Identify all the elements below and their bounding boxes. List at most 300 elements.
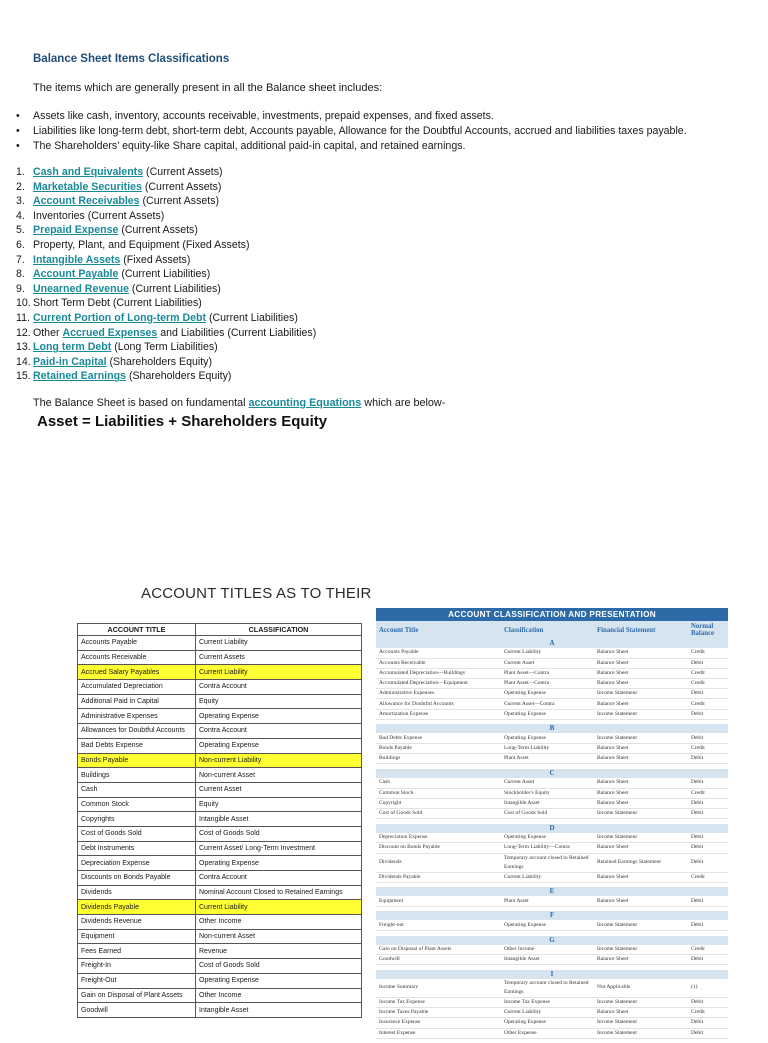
account-title-cell: Discounts on Bonds Payable (78, 871, 196, 886)
account-title-cell: Goodwill (376, 955, 501, 965)
list-item (16, 340, 516, 355)
group-letter-row (376, 724, 728, 733)
table-row (78, 871, 362, 886)
account-title-cell: Accounts Payable (376, 648, 501, 658)
list-item-suffix: and Liabilities (Current Liabilities) (157, 326, 317, 339)
normal-balance-cell: Debit (688, 754, 728, 764)
account-title-cell: Accounts Payable (78, 636, 196, 651)
normal-balance-cell: Credit (688, 648, 728, 658)
table-row (376, 1018, 728, 1028)
financial-statement-cell: Not Applicable (594, 979, 688, 998)
normal-balance-cell: Debit (688, 896, 728, 906)
table-row (376, 920, 728, 930)
financial-statement-cell: Income Statement (594, 1028, 688, 1038)
list-item-number: 11. (16, 311, 30, 324)
financial-statement-cell: Retained Earnings Statement (594, 853, 688, 872)
classification-cell: Temporary account closed to Retained Earnings (501, 979, 594, 998)
classification-cell: Current Liability (196, 665, 362, 680)
list-item-number: 4. (16, 209, 25, 222)
financial-statement-cell: Income Statement (594, 997, 688, 1007)
table-row (78, 665, 362, 680)
classification-cell: Cost of Goods Sold (501, 808, 594, 818)
list-item-suffix: (Current Assets) (139, 195, 220, 208)
account-title-cell: Dividends (376, 853, 501, 872)
list-item (16, 165, 516, 180)
classification-cell: Plant Asset (501, 754, 594, 764)
list-item-number: 3. (16, 195, 25, 208)
normal-balance-cell: Debit (688, 1018, 728, 1028)
financial-statement-cell: Balance Sheet (594, 788, 688, 798)
normal-balance-cell: Debit (688, 798, 728, 808)
classification-cell: Other Income (196, 915, 362, 930)
list-item-text: Short Term Debt (Current Liabilities) (33, 297, 202, 310)
table-row (78, 724, 362, 739)
classification-cell: Revenue (196, 944, 362, 959)
financial-statement-cell: Income Statement (594, 733, 688, 743)
table-row (78, 929, 362, 944)
list-item-link[interactable]: Current Portion of Long-term Debt (33, 311, 207, 324)
group-letter: D (376, 824, 728, 833)
table-row (376, 744, 728, 754)
financial-statement-cell: Balance Sheet (594, 798, 688, 808)
classification-cell: Contra Account (196, 871, 362, 886)
list-item-suffix: (Shareholders Equity) (126, 370, 232, 383)
table-row (376, 997, 728, 1007)
list-item-text: Property, Plant, and Equipment (Fixed Assets) (33, 238, 250, 251)
list-item-number: 6. (16, 238, 25, 251)
table-row (78, 944, 362, 959)
table-row (376, 733, 728, 743)
bullet-list (16, 109, 756, 154)
group-letter: A (376, 639, 728, 648)
classification-cell: Current Liability (501, 1008, 594, 1018)
group-letter-row (376, 639, 728, 648)
financial-statement-cell: Income Statement (594, 1018, 688, 1028)
table-row (78, 694, 362, 709)
account-title-cell: Dividends Revenue (78, 915, 196, 930)
financial-statement-cell: Balance Sheet (594, 648, 688, 658)
financial-statement-cell: Balance Sheet (594, 668, 688, 678)
list-item-number: 5. (16, 224, 25, 237)
table-row (376, 709, 728, 719)
table-row (78, 856, 362, 871)
account-title-cell: Accounts Receivable (376, 658, 501, 668)
normal-balance-cell: Debit (688, 808, 728, 818)
column-header: ACCOUNT TITLE (78, 624, 196, 636)
list-item-suffix: (Current Assets) (141, 180, 222, 193)
normal-balance-cell: Debit (688, 733, 728, 743)
list-item-number: 2. (16, 180, 25, 193)
list-item (16, 296, 516, 311)
account-title-cell: Equipment (376, 896, 501, 906)
table-row (376, 778, 728, 788)
table-row (376, 979, 728, 998)
table-banner-row (376, 608, 728, 621)
classification-cell: Operating Expense (196, 738, 362, 753)
list-item-link[interactable]: Cash and Equivalents (33, 166, 144, 178)
normal-balance-cell: Debit (688, 853, 728, 872)
classification-cell: Intangible Asset (196, 812, 362, 827)
account-title-cell: Buildings (376, 754, 501, 764)
group-letter-row (376, 911, 728, 920)
group-letter-row (376, 824, 728, 833)
table-row (78, 915, 362, 930)
list-item (16, 369, 516, 384)
bullet-dot-icon: • (16, 110, 20, 122)
account-title-cell: Dividends Payable (376, 872, 501, 882)
account-title-cell: Allowance for Doubtful Accounts (376, 699, 501, 709)
account-title-cell: Income Taxes Payable (376, 1008, 501, 1018)
classification-cell: Current Asset (501, 658, 594, 668)
column-header: Account Title (376, 621, 501, 639)
classification-cell: Income Tax Expense (501, 997, 594, 1007)
list-item-number: 1. (16, 166, 25, 178)
account-title-cell: Buildings (78, 768, 196, 783)
classification-cell: Operating Expense (196, 856, 362, 871)
list-item-suffix: (Current Liabilities) (128, 282, 221, 295)
normal-balance-cell: Credit (688, 679, 728, 689)
account-title-cell: Gain on Disposal of Plant Assets (376, 945, 501, 955)
classification-cell: Equity (196, 694, 362, 709)
financial-statement-cell: Income Statement (594, 689, 688, 699)
accounting-equation: Asset = Liabilities + Shareholders Equity (37, 413, 328, 430)
normal-balance-cell: Debit (688, 658, 728, 668)
table-row (376, 699, 728, 709)
group-letter: B (376, 724, 728, 733)
financial-statement-cell: Balance Sheet (594, 843, 688, 853)
table-row (376, 808, 728, 818)
classification-cell: Current Asset (501, 778, 594, 788)
normal-balance-cell: Credit (688, 788, 728, 798)
classification-cell: Other Income (196, 988, 362, 1003)
account-title-cell: Interest Expense (376, 1028, 501, 1038)
normal-balance-cell: Credit (688, 744, 728, 754)
numbered-list (16, 165, 516, 384)
table-header-row (376, 621, 728, 639)
table-row (78, 973, 362, 988)
table-row (376, 668, 728, 678)
account-title-cell: Additional Paid in Capital (78, 694, 196, 709)
normal-balance-cell: Credit (688, 668, 728, 678)
financial-statement-cell: Balance Sheet (594, 778, 688, 788)
table-row (376, 679, 728, 689)
table-row (78, 885, 362, 900)
list-item-suffix: (Long Term Liabilities) (111, 341, 218, 354)
list-item-link[interactable]: Marketable Securities (33, 180, 142, 193)
classification-cell: Equity (196, 797, 362, 812)
list-item-link[interactable]: Paid-in Capital (33, 355, 107, 368)
account-title-cell: Accounts Receivable (78, 650, 196, 665)
table-row (78, 738, 362, 753)
bullet-dot-icon: • (16, 125, 20, 137)
table-row (78, 1003, 362, 1018)
normal-balance-cell: Debit (688, 778, 728, 788)
normal-balance-cell: Debit (688, 843, 728, 853)
normal-balance-cell: Debit (688, 997, 728, 1007)
classification-cell: Cost of Goods Sold (196, 826, 362, 841)
classification-cell: Operating Expense (501, 920, 594, 930)
table-row (78, 797, 362, 812)
group-letter: F (376, 911, 728, 920)
bullet-item: • The Shareholders’ equity-like Share capital, additional paid-in capital, and retained earnings. (16, 140, 466, 152)
list-item-number: 15. (16, 370, 31, 383)
table-row (78, 900, 362, 915)
account-title-cell: Insurance Expense (376, 1018, 501, 1028)
table-row (376, 658, 728, 668)
classification-cell: Plant Asset—Contra (501, 679, 594, 689)
classification-cell: Contra Account (196, 680, 362, 695)
financial-statement-cell: Balance Sheet (594, 744, 688, 754)
normal-balance-cell: Debit (688, 920, 728, 930)
classification-cell: Operating Expense (501, 1018, 594, 1028)
classification-cell: Contra Account (196, 724, 362, 739)
classification-cell: Other Income (501, 945, 594, 955)
document-title: Balance Sheet Items Classifications (33, 53, 230, 65)
list-item (16, 180, 516, 195)
financial-statement-cell: Balance Sheet (594, 699, 688, 709)
group-letter-row (376, 936, 728, 945)
normal-balance-cell: Credit (688, 945, 728, 955)
financial-statement-cell: Balance Sheet (594, 1008, 688, 1018)
account-title-cell: Fees Earned (78, 944, 196, 959)
account-title-cell: Income Tax Expense (376, 997, 501, 1007)
classification-cell: Current Liability (501, 872, 594, 882)
account-title-cell: Goodwill (78, 1003, 196, 1018)
classification-cell: Current Assets (196, 650, 362, 665)
classification-cell: Long-Term Liability (501, 744, 594, 754)
account-title-cell: Dividends Payable (78, 900, 196, 915)
account-title-cell: Amortization Expense (376, 709, 501, 719)
list-item-link[interactable]: Unearned Revenue (33, 282, 129, 295)
normal-balance-cell: Credit (688, 699, 728, 709)
account-title-cell: Cost of Goods Sold (376, 808, 501, 818)
account-title-cell: Administrative Expenses (376, 689, 501, 699)
classification-cell: Current Asset/ Long-Term Investment (196, 841, 362, 856)
normal-balance-cell: Debit (688, 1028, 728, 1038)
table-row (376, 843, 728, 853)
list-item-suffix: (Fixed Assets) (120, 253, 191, 266)
accounting-equations-link[interactable]: accounting Equations (248, 397, 362, 409)
account-title-cell: Cost of Goods Sold (78, 826, 196, 841)
intro-text: The items which are generally present in all the Balance sheet includes: (33, 82, 383, 94)
classification-cell: Operating Expense (196, 709, 362, 724)
table-row (376, 896, 728, 906)
list-item (16, 355, 516, 370)
list-item (16, 267, 516, 282)
account-titles-table (77, 623, 362, 1018)
table-row (78, 782, 362, 797)
account-title-cell: Allowances for Doubtful Accounts (78, 724, 196, 739)
table-row (376, 872, 728, 882)
normal-balance-cell: Debit (688, 689, 728, 699)
list-item (16, 326, 516, 341)
classification-cell: Plant Asset (501, 896, 594, 906)
financial-statement-cell: Income Statement (594, 709, 688, 719)
account-title-cell: Accumulated Depreciation (78, 680, 196, 695)
account-title-cell: Common Stock (78, 797, 196, 812)
classification-cell: Intangible Asset (196, 1003, 362, 1018)
list-item (16, 282, 516, 297)
classification-cell: Current Liability (196, 900, 362, 915)
list-item-link[interactable]: Intangible Assets (33, 253, 121, 266)
classification-cell: Current Liability (196, 636, 362, 651)
table-row (376, 1028, 728, 1038)
list-item-link[interactable]: Long term Debt (33, 341, 112, 354)
classification-cell: Other Expense (501, 1028, 594, 1038)
table-banner: ACCOUNT CLASSIFICATION AND PRESENTATION (376, 608, 728, 621)
bullet-dot-icon: • (16, 140, 20, 152)
classification-cell: Temporary account closed to Retained Earnings (501, 853, 594, 872)
list-item-suffix: (Shareholders Equity) (106, 355, 212, 368)
classification-cell: Current Asset (196, 782, 362, 797)
list-item-link[interactable]: Account Payable (33, 268, 119, 281)
list-item-suffix: (Current Liabilities) (206, 311, 298, 324)
table-row (78, 826, 362, 841)
group-letter: C (376, 769, 728, 778)
classification-cell: Stockholder's Equity (501, 788, 594, 798)
account-title-cell: Equipment (78, 929, 196, 944)
table-row (78, 959, 362, 974)
list-item (16, 209, 516, 224)
list-item-suffix: (Current Liabilities) (118, 268, 211, 281)
table-row (376, 833, 728, 843)
bullet-item: • Liabilities like long-term debt, short-term debt, Accounts payable, Allowance for the Doubtful Accounts, accrued and liabilities taxes payable. (16, 125, 687, 137)
account-title-cell: Depreciation Expense (376, 833, 501, 843)
table-row (78, 988, 362, 1003)
table-row (78, 680, 362, 695)
table-row (78, 650, 362, 665)
classification-cell: Non-current Asset (196, 768, 362, 783)
classification-cell: Current Asset—Contra (501, 699, 594, 709)
classification-cell: Operating Expense (501, 733, 594, 743)
group-letter: E (376, 887, 728, 896)
financial-statement-cell: Income Statement (594, 945, 688, 955)
classification-cell: Cost of Goods Sold (196, 959, 362, 974)
financial-statement-cell: Balance Sheet (594, 896, 688, 906)
list-item-link[interactable]: Accrued Expenses (62, 326, 158, 339)
normal-balance-cell: Debit (688, 833, 728, 843)
list-item-number: 12. (16, 326, 31, 339)
column-header: Financial Statement (594, 621, 688, 639)
equation-intro: The Balance Sheet is based on fundamental accounting Equations which are below- (33, 397, 446, 409)
financial-statement-cell: Balance Sheet (594, 872, 688, 882)
account-title-cell: Freight-out (376, 920, 501, 930)
table-row (376, 788, 728, 798)
account-title-cell: Discount on Bonds Payable (376, 843, 501, 853)
financial-statement-cell: Income Statement (594, 808, 688, 818)
group-letter-row (376, 769, 728, 778)
group-letter-row (376, 887, 728, 896)
bullet-item: • Assets like cash, inventory, accounts receivable, investments, prepaid expenses, and fixed assets. (16, 110, 494, 122)
table-row (78, 709, 362, 724)
classification-cell: Intangible Asset (501, 798, 594, 808)
financial-statement-cell: Balance Sheet (594, 679, 688, 689)
list-item-link[interactable]: Retained Earnings (33, 370, 127, 383)
table-row (376, 648, 728, 658)
normal-balance-cell: Debit (688, 709, 728, 719)
classification-cell: Nominal Account Closed to Retained Earnings (196, 885, 362, 900)
financial-statement-cell: Balance Sheet (594, 658, 688, 668)
financial-statement-cell: Balance Sheet (594, 754, 688, 764)
list-item-number: 14. (16, 355, 31, 368)
column-header: Classification (501, 621, 594, 639)
classification-cell: Operating Expense (501, 833, 594, 843)
financial-statement-cell: Income Statement (594, 833, 688, 843)
list-item-link[interactable]: Account Receivables (33, 195, 140, 208)
table-row (78, 841, 362, 856)
table-row (376, 754, 728, 764)
left-image-heading: ACCOUNT TITLES AS TO THEIR (141, 585, 372, 602)
table-header-row (78, 624, 362, 636)
account-title-cell: Accrued Salary Payables (78, 665, 196, 680)
classification-cell: Intangible Asset (501, 955, 594, 965)
list-item (16, 311, 516, 326)
account-title-cell: Gain on Disposal of Plant Assets (78, 988, 196, 1003)
table-row (78, 768, 362, 783)
account-title-cell: Dividends (78, 885, 196, 900)
classification-cell: Long-Term Liability—Contra (501, 843, 594, 853)
list-item-number: 10. (16, 297, 31, 310)
table-row (376, 1008, 728, 1018)
table-row (376, 853, 728, 872)
group-spacer (376, 1038, 728, 1043)
table-row (78, 812, 362, 827)
account-title-cell: Accumulated Depreciation—Equipment (376, 679, 501, 689)
financial-statement-cell: Balance Sheet (594, 955, 688, 965)
classification-cell: Operating Expense (196, 973, 362, 988)
classification-cell: Non-current Asset (196, 929, 362, 944)
table-row (376, 689, 728, 699)
table-row (376, 945, 728, 955)
column-header: CLASSIFICATION (196, 624, 362, 636)
normal-balance-cell: Credit (688, 872, 728, 882)
account-title-cell: Copyright (376, 798, 501, 808)
spacer-cell (376, 1038, 728, 1043)
list-item-link[interactable]: Prepaid Expense (33, 224, 119, 237)
account-title-cell: Income Summary (376, 979, 501, 998)
list-item (16, 238, 516, 253)
classification-cell: Plant Asset—Contra (501, 668, 594, 678)
list-item (16, 253, 516, 268)
list-item-number: 13. (16, 341, 31, 354)
table-row (78, 636, 362, 651)
normal-balance-cell: Debit (688, 955, 728, 965)
group-letter: I (376, 970, 728, 979)
table-row (78, 753, 362, 768)
account-title-cell: Freight-Out (78, 973, 196, 988)
table-row (376, 798, 728, 808)
classification-cell: Operating Expense (501, 709, 594, 719)
list-item-text: Inventories (Current Assets) (33, 209, 165, 222)
group-letter: G (376, 936, 728, 945)
account-title-cell: Cash (376, 778, 501, 788)
account-title-cell: Depreciation Expense (78, 856, 196, 871)
financial-statement-cell: Income Statement (594, 920, 688, 930)
list-item-number: 7. (16, 253, 25, 266)
list-item (16, 194, 516, 209)
classification-cell: Operating Expense (501, 689, 594, 699)
list-item-number: 9. (16, 282, 25, 295)
account-title-cell: Bad Debts Expense (376, 733, 501, 743)
account-classification-table (376, 608, 728, 1043)
table-row (376, 955, 728, 965)
list-item (16, 223, 516, 238)
group-letter-row (376, 970, 728, 979)
column-header: Normal Balance (688, 621, 728, 639)
account-title-cell: Accumulated Depreciation—Buildings (376, 668, 501, 678)
account-title-cell: Administrative Expenses (78, 709, 196, 724)
account-title-cell: Debt Instruments (78, 841, 196, 856)
